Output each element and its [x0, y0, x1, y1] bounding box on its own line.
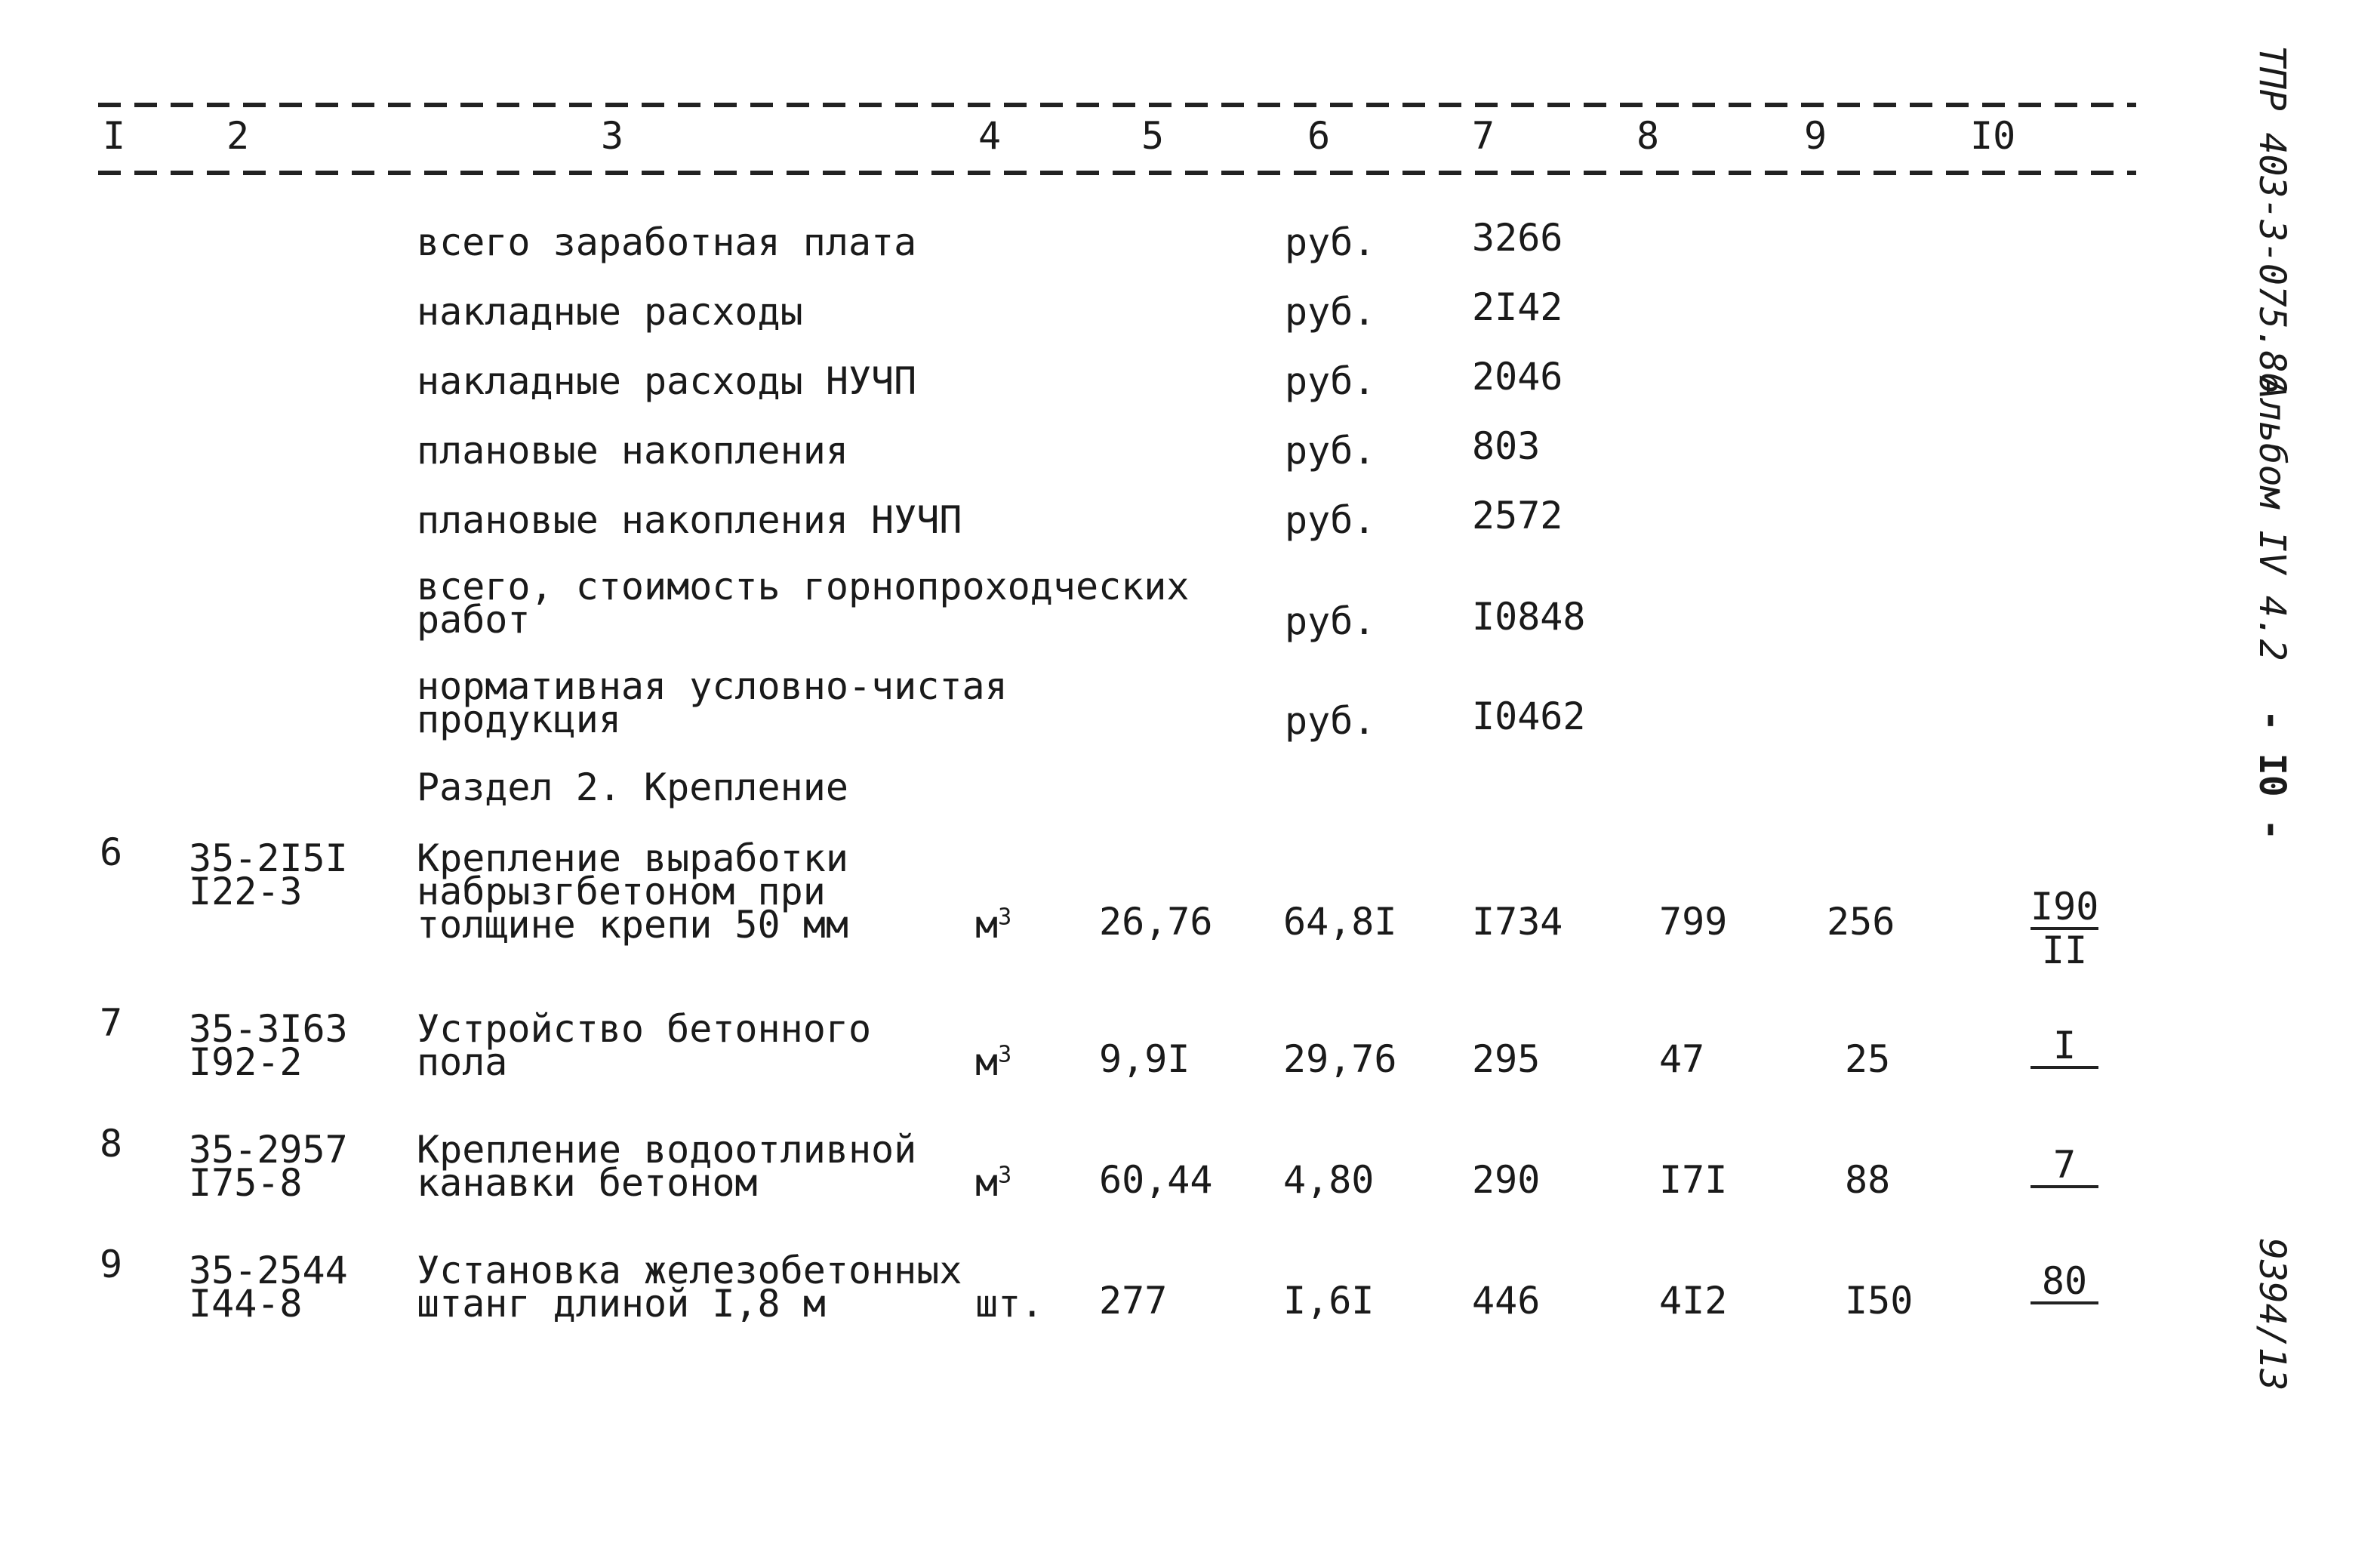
header-rule-top — [98, 103, 2136, 107]
row-col6: I,6I — [1283, 1279, 1375, 1323]
row-code-sub: I22-3 — [189, 870, 303, 913]
row-col8: 799 — [1659, 900, 1728, 944]
row-description: толщине крепи 50 мм — [417, 903, 848, 947]
summary-unit: руб. — [1285, 599, 1376, 643]
row-col10-fraction — [2031, 1024, 2098, 1105]
row-number: 6 — [100, 830, 123, 874]
summary-name-line1: всего, стоимость горнопроходческих — [417, 565, 1190, 608]
row-description: набрызгбетоном при — [417, 870, 826, 913]
row-col7: 295 — [1472, 1037, 1541, 1081]
summary-name: плановые накопления НУЧП — [417, 498, 962, 542]
side-page-number: - I0 - — [2251, 710, 2293, 841]
col-header-2: 2 — [226, 114, 250, 158]
summary-value: 803 — [1472, 424, 1541, 468]
summary-value: 2046 — [1472, 355, 1563, 399]
col-header-3: 3 — [601, 114, 624, 158]
row-col8: I7I — [1659, 1158, 1728, 1202]
col-header-7: 7 — [1472, 114, 1495, 158]
summary-value: 2572 — [1472, 494, 1563, 537]
side-inventory-number: 9394/13 — [2251, 1238, 2293, 1391]
row-description: канавки бетоном — [417, 1161, 758, 1205]
row-col10-numerator: I90 — [2031, 885, 2099, 929]
side-album: Альбом IV 4.2 — [2251, 377, 2293, 661]
row-col5: 277 — [1099, 1279, 1168, 1323]
row-unit: $м^3$ — [975, 903, 1012, 947]
section-title: Раздел 2. Крепление — [417, 765, 848, 809]
row-col8: 47 — [1659, 1037, 1705, 1081]
summary-unit: руб. — [1285, 699, 1376, 743]
row-code: 35-2I5I — [189, 836, 348, 880]
row-number: 7 — [100, 1001, 123, 1045]
summary-name-line1: нормативная условно-чистая — [417, 664, 1008, 708]
summary-value: I0462 — [1472, 695, 1586, 738]
row-code: 35-2957 — [189, 1128, 348, 1172]
side-doc-code: ТПР 403-3-075.86 — [2251, 45, 2293, 395]
row-col5: 26,76 — [1099, 900, 1213, 944]
row-col7: I734 — [1472, 900, 1563, 944]
row-col10-numerator: 80 — [2031, 1262, 2098, 1304]
row-col10-fraction — [2031, 1259, 2098, 1341]
row-unit: шт. — [975, 1282, 1044, 1326]
row-code-sub: I44-8 — [189, 1282, 303, 1326]
row-code-sub: I92-2 — [189, 1040, 303, 1084]
summary-unit: руб. — [1285, 429, 1376, 473]
col-header-1: I — [103, 114, 126, 158]
row-code: 35-2544 — [189, 1249, 348, 1292]
row-col8: 4I2 — [1659, 1279, 1728, 1323]
row-description: Крепление водоотливной — [417, 1128, 917, 1172]
row-col6: 29,76 — [1283, 1037, 1397, 1081]
row-unit: $м^3$ — [975, 1161, 1012, 1205]
row-col6: 64,8I — [1283, 900, 1397, 944]
summary-value: 3266 — [1472, 216, 1563, 260]
col-header-5: 5 — [1141, 114, 1165, 158]
row-number: 8 — [100, 1122, 123, 1166]
row-col10-denominator: II — [2041, 929, 2088, 972]
row-description: штанг длиной I,8 м — [417, 1282, 826, 1326]
summary-value: 2I42 — [1472, 285, 1563, 329]
summary-name: всего заработная плата — [417, 220, 917, 264]
summary-name-line2: продукция — [417, 698, 621, 741]
summary-name: накладные расходы — [417, 290, 803, 334]
summary-unit: руб. — [1285, 498, 1376, 542]
header-rule-bottom — [98, 171, 2136, 175]
col-header-4: 4 — [978, 114, 1002, 158]
row-col5: 9,9I — [1099, 1037, 1190, 1081]
row-col10-fraction — [2031, 885, 2099, 972]
row-col10-denominator — [2031, 1188, 2098, 1224]
row-code: 35-3I63 — [189, 1007, 348, 1051]
row-col9: 256 — [1827, 900, 1895, 944]
summary-name-line2: работ — [417, 598, 531, 642]
summary-unit: руб. — [1285, 220, 1376, 264]
row-col10-denominator — [2031, 1069, 2098, 1105]
row-description: пола — [417, 1040, 508, 1084]
row-col10-fraction — [2031, 1143, 2098, 1224]
row-col10-numerator: I — [2031, 1027, 2098, 1069]
row-col10-denominator — [2031, 1304, 2098, 1341]
row-code-sub: I75-8 — [189, 1161, 303, 1205]
col-header-9: 9 — [1804, 114, 1827, 158]
summary-unit: руб. — [1285, 359, 1376, 403]
row-col9: 25 — [1845, 1037, 1891, 1081]
col-header-8: 8 — [1636, 114, 1660, 158]
row-col5: 60,44 — [1099, 1158, 1213, 1202]
row-unit: $м^3$ — [975, 1040, 1012, 1084]
row-col6: 4,80 — [1283, 1158, 1375, 1202]
summary-value: I0848 — [1472, 595, 1586, 639]
row-description: Крепление выработки — [417, 836, 848, 880]
row-col7: 290 — [1472, 1158, 1541, 1202]
row-description: Установка железобетонных — [417, 1249, 962, 1292]
summary-name: накладные расходы НУЧП — [417, 359, 917, 403]
row-col7: 446 — [1472, 1279, 1541, 1323]
col-header-10: I0 — [1970, 114, 2016, 158]
summary-unit: руб. — [1285, 290, 1376, 334]
col-header-6: 6 — [1307, 114, 1331, 158]
row-col9: 88 — [1845, 1158, 1891, 1202]
row-description: Устройство бетонного — [417, 1007, 872, 1051]
row-col9: I50 — [1845, 1279, 1914, 1323]
summary-name: плановые накопления — [417, 429, 848, 473]
row-col10-numerator: 7 — [2031, 1146, 2098, 1188]
row-number: 9 — [100, 1243, 123, 1286]
